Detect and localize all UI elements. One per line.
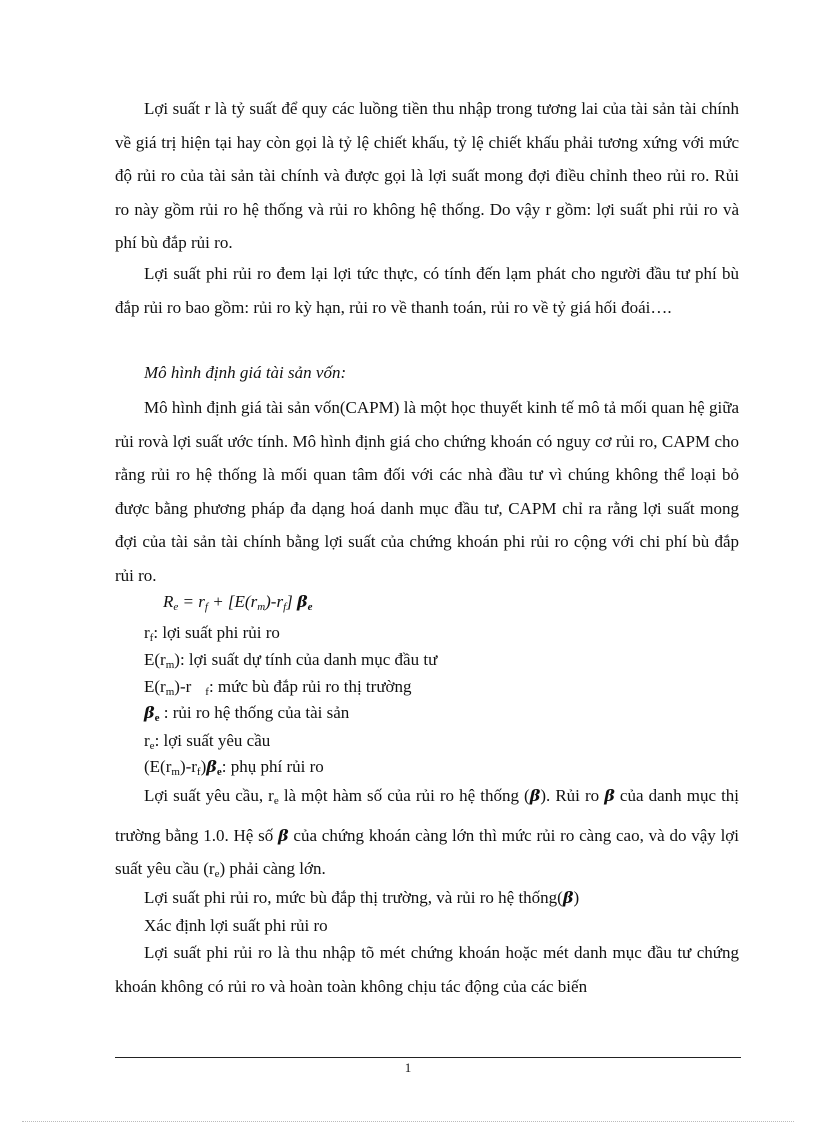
heading-risk-free: Xác định lợi suất phi rủi ro	[144, 916, 328, 935]
paragraph-required-return-beta: Lợi suất yêu cầu, $r_e$ là một hàm số của rủi ro hệ thống (β). Rủi ro β của danh mục thị trường bằng 1.0. Hệ số β của chứng khoán càng lớn thì mức rủi ro càng cao, và do vậy lợi suất yêu cầu $(r_e)$ phải càng lớn.	[115, 786, 740, 880]
beta-symbol: β	[562, 888, 574, 907]
paragraph-required-return: Lợi suất r là tỷ suất để quy các luồng tiền thu nhập trong tương lai của tài sản tài chính về giá trị hiện tại hay còn gọi là tỷ lệ chiết khấu, tỷ lệ chiết khấu phải tương xứng với mức độ rủi ro của tài sản tài chính và được gọi là lợi suất mong đợi điều chỉnh theo rủi ro. Rủi ro này gồm rủi ro hệ thống và rủi ro không hệ thống. Do vậy r gồm: lợi suất phi rủi ro và phí bù đắp rủi ro.	[115, 99, 739, 252]
paragraph-capm: Mô hình định giá tài sản vốn(CAPM) là một học thuyết kinh tế mô tả mối quan hệ giữa rủi rovà lợi suất ước tính. Mô hình định giá cho chứng khoán có nguy cơ rủi ro, CAPM cho rằng rủi ro hệ thống là mối quan tâm đối với các nhà đầu tư vì chúng không thể loại bỏ được bằng phương pháp đa dạng hoá danh mục đầu tư, CAPM chỉ ra rằng lợi suất mong đợi của tài sản tài chính bằng lợi suất của chứng khoán phi rủi ro cộng với chi phí bù đắp rủi ro.	[115, 398, 739, 585]
definition-market-premium: $E(r_m)-r$ $_f$: mức bù đắp rủi ro thị trường	[144, 677, 412, 698]
beta-symbol: β	[529, 786, 541, 805]
definition-beta: $\beta_e$ : rủi ro hệ thống của tài sản	[144, 703, 350, 724]
definition-re: $r_e$: lợi suất yêu cầu	[144, 731, 271, 752]
line-components: Lợi suất phi rủi ro, mức bù đắp thị trường, và rủi ro hệ thống(β)	[144, 888, 580, 907]
beta-symbol: β	[144, 703, 155, 722]
capm-formula: $R_e = r_f + [E(r_m)-r_f]$ $\beta_e$	[163, 592, 313, 613]
beta-symbol: β	[206, 757, 217, 776]
page-bottom-border	[22, 1121, 794, 1122]
definition-erm: $E(r_m)$: lợi suất dự tính của danh mục đầu tư	[144, 650, 438, 671]
beta-symbol: β	[604, 786, 615, 805]
definition-risk-premium: $(E(r_m)-r_f)\beta_e$: phụ phí rủi ro	[144, 757, 324, 778]
paragraph-risk-free-rate: Lợi suất phi rủi ro đem lại lợi tức thực, có tính đến lạm phát cho người đầu tư phí bù đắp rủi ro bao gồm: rủi ro kỳ hạn, rủi ro về thanh toán, rủi ro về tỷ giá hối đoái….	[115, 264, 739, 317]
definition-rf: $r_f$: lợi suất phi rủi ro	[144, 623, 280, 644]
beta-symbol: β	[297, 592, 308, 611]
beta-symbol: β	[278, 825, 289, 845]
heading-capm: Mô hình định giá tài sản vốn:	[144, 363, 347, 382]
paragraph-risk-free-definition: Lợi suất phi rủi ro là thu nhập tõ mét chứng khoán hoặc mét danh mục đầu tư chứng khoán không có rủi ro và hoàn toàn không chịu tác động của các biến	[115, 943, 739, 996]
page-number: 1	[404, 1060, 412, 1075]
footer-rule	[115, 1057, 741, 1058]
